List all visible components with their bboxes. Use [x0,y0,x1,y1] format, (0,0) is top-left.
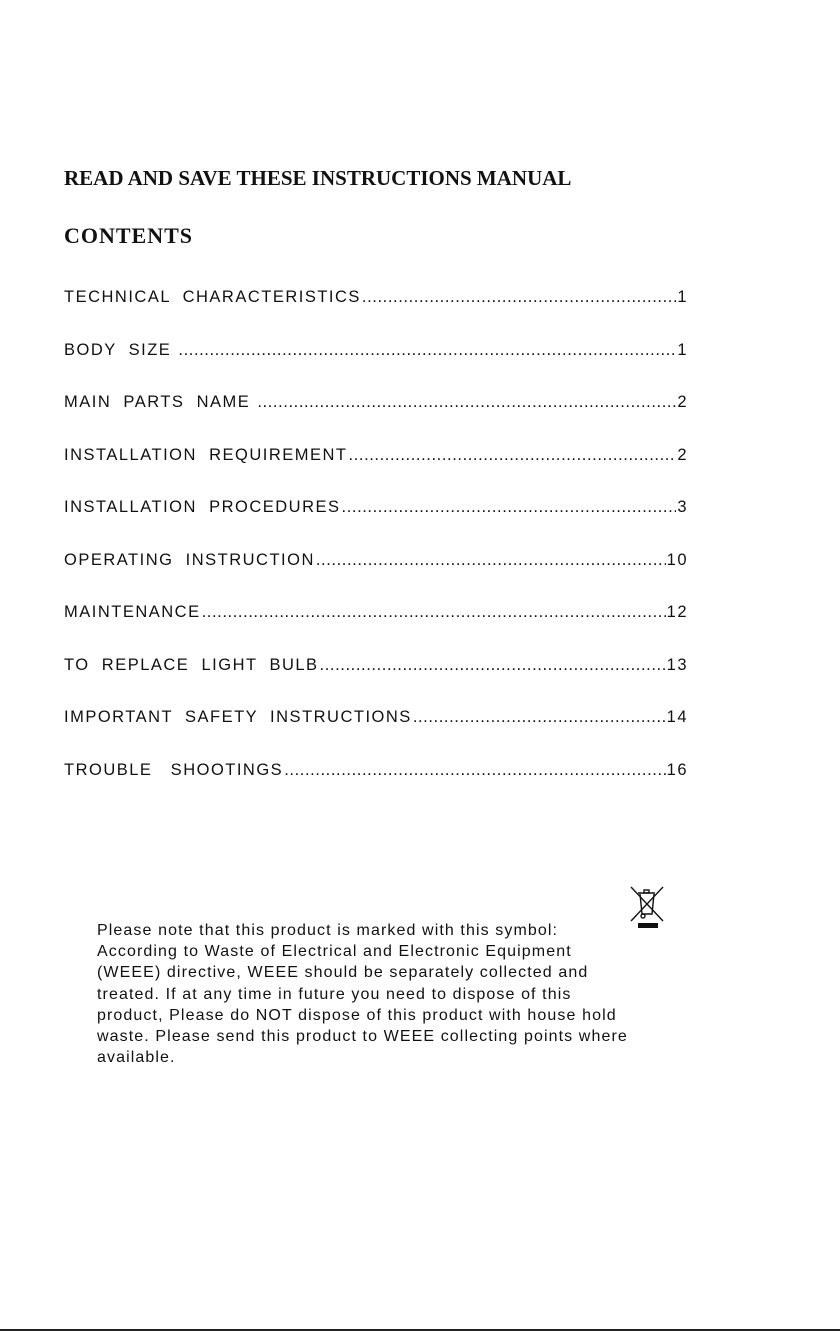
toc-entry-title: BODY SIZE [64,340,178,359]
toc-dot-leader [349,446,677,465]
weee-note-line: According to Waste of Electrical and Electronic Equipment [97,943,572,961]
toc-entry-title: TECHNICAL CHARACTERISTICS [64,288,361,306]
toc-entry-title: OPERATING INSTRUCTION [64,550,315,569]
weee-note-line: product, Please do NOT dispose of this product with house hold [97,1006,617,1024]
toc-entry-title: IMPORTANT SAFETY INSTRUCTIONS [64,708,412,726]
weee-note-line: Please note that this product is marked with this symbol: [97,922,559,939]
toc-page-number: 10 [666,550,688,569]
toc-entry-trouble-shootings[interactable] [64,761,688,814]
toc-page-number: 2 [677,445,688,464]
toc-entry-to-replace-light-bulb[interactable] [64,656,688,709]
toc-dot-leader [316,551,666,570]
toc-entry-body-size[interactable] [64,341,688,394]
toc-entry-title: MAIN PARTS NAME [64,393,257,411]
toc-dot-leader [257,393,676,412]
toc-dot-leader [362,288,676,307]
toc-page-number: 3 [677,498,688,516]
page-title: READ AND SAVE THESE INSTRUCTIONS MANUAL [64,166,572,190]
weee-note-line: (WEEE) directive, WEEE should be separately collected and [97,964,589,982]
toc-entry-title: INSTALLATION PROCEDURES [64,498,341,516]
toc-entry-important-safety-instructions[interactable] [64,708,688,761]
toc-entry-installation-procedures[interactable] [64,498,688,551]
toc-page-number: 16 [666,760,688,779]
toc-entry-operating-instruction[interactable] [64,551,688,604]
toc-entry-title: MAINTENANCE [64,603,201,621]
toc-dot-leader [413,708,666,727]
toc-entry-installation-requirement[interactable] [64,446,688,499]
toc-page-number: 2 [677,393,688,411]
weee-note-line: treated. If at any time in future you need to dispose of this [97,985,572,1003]
toc-page-number: 1 [677,340,688,359]
weee-disposal-note [97,920,697,1068]
toc-page-number: 1 [677,288,688,306]
toc-entry-title: TROUBLE SHOOTINGS [64,760,284,779]
toc-dot-leader [178,341,676,360]
contents-heading: CONTENTS [64,223,194,248]
weee-note-line: available. [97,1049,176,1067]
toc-page-number: 14 [666,708,688,726]
toc-entry-title: INSTALLATION REQUIREMENT [64,445,348,464]
table-of-contents [64,288,688,813]
toc-dot-leader [342,498,677,517]
toc-page-number: 12 [666,603,688,621]
weee-note-line: waste. Please send this product to WEEE collecting points where [97,1028,628,1046]
toc-dot-leader [202,603,666,622]
toc-entry-maintenance[interactable] [64,603,688,656]
toc-entry-main-parts-name[interactable] [64,393,688,446]
toc-dot-leader [284,761,665,780]
toc-dot-leader [320,656,666,675]
toc-page-number: 13 [666,655,688,674]
toc-entry-title: TO REPLACE LIGHT BULB [64,655,319,674]
toc-entry-technical-characteristics[interactable] [64,288,688,341]
